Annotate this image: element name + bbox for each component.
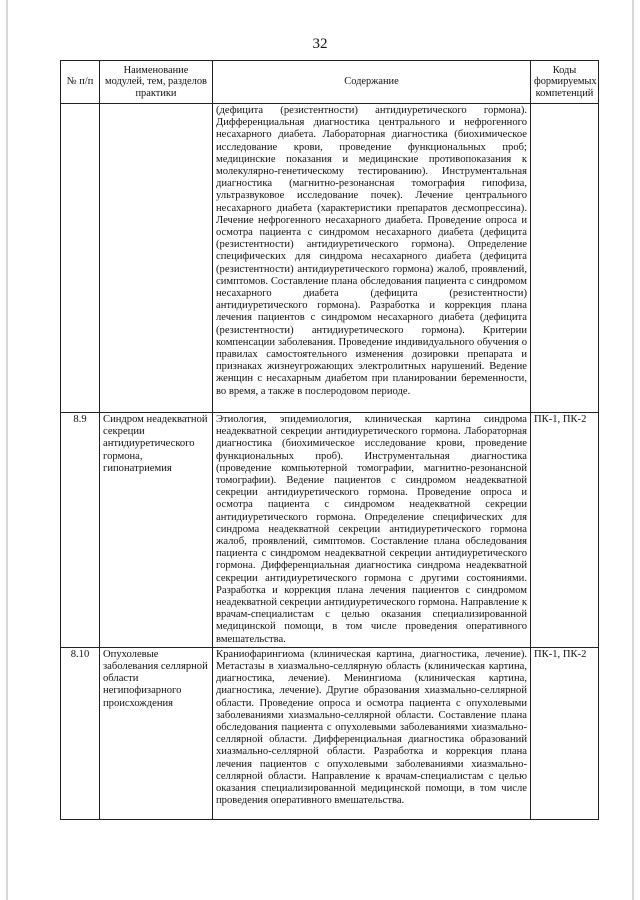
cell-num: 8.9 [61, 413, 100, 648]
scan-edge-left [6, 0, 8, 900]
header-codes: Коды формируемых компетенций [531, 61, 599, 104]
table-row [61, 104, 599, 413]
cell-num [61, 104, 100, 413]
header-content: Содержание [213, 61, 531, 104]
cell-codes: ПК-1, ПК-2 [531, 647, 599, 819]
cell-name [100, 104, 213, 413]
cell-num: 8.10 [61, 647, 100, 819]
table-row [61, 413, 599, 648]
curriculum-table [60, 60, 599, 820]
cell-codes: ПК-1, ПК-2 [531, 413, 599, 648]
cell-content: Этиология, эпидемиология, клиническая картина синдрома неадекватной секреции антидиуретического гормона. Лабораторная диагностика (биохимическое исследование крови, проведение функциональных проб). Инструментальная диагностика (проведение компьютерной томографии, магнитно-резонансной томографии). Ведение пациентов с синдромом неадекватной секреции антидиуретического гормона. Проведение опроса и осмотра пациента с синдромом неадекватной секреции антидиуретического гормона. Определение специфических для синдрома неадекватной секреции антидиуретического гормона жалоб, проявлений, симптомов. Составление плана обследования пациента с синдромом неадекватной секреции антидиуретического гормона. Дифференциальная диагностика синдрома неадекватной секреции антидиуретического гормона с другими состояниями. Разработка и коррекция плана лечения пациентов с синдромом неадекватной секреции антидиуретического гормона. Направление к врачам-специалистам с целью оказания специализированной медицинской помощи, в том числе проведения оперативного вмешательства. [213, 413, 531, 648]
cell-name: Опухолевые заболевания селлярной области негипофизарного происхождения [100, 647, 213, 819]
cell-content: (дефицита (резистентности) антидиуретического гормона). Дифференциальная диагностика центрального и нефрогенного несахарного диабета. Лабораторная диагностика (биохимическое исследование крови, проведение функциональных проб; медицинские показания и медицинские противопоказания к молекулярно-генетическому тестированию). Инструментальная диагностика (магнитно-резонансная томография гипофиза, ультразвуковое исследование почек). Лечение центрального несахарного диабета (характеристики препаратов десмопрессина). Лечение нефрогенного несахарного диабета. Проведение опроса и осмотра пациента с синдромом несахарного диабета (дефицита (резистентности) антидиуретического гормона). Определение специфических для синдрома несахарного диабета (дефицита (резистентности) антидиуретического гормона) жалоб, проявлений, симптомов. Составление плана обследования пациента с синдромом несахарного диабета (дефицита (резистентности) антидиуретического гормона). Разработка и коррекция плана лечения пациентов с синдромом несахарного диабета (дефицита (резистентности) антидиуретического гормона). Критерии компенсации заболевания. Проведение индивидуального обучения о правилах самостоятельного изменения дозировки препарата и признаках жизнеугрожающих электролитных нарушений. Ведение женщин с несахарным диабетом при планировании беременности, во время, а также в послеродовом периоде. [213, 104, 531, 413]
cell-name: Синдром неадекватной секреции антидиуретического гормона, гипонатриемия [100, 413, 213, 648]
table-header-row [61, 61, 599, 104]
header-name: Наименование модулей, тем, разделов практики [100, 61, 213, 104]
table-row [61, 647, 599, 819]
page-number: 32 [312, 36, 328, 52]
cell-codes [531, 104, 599, 413]
scan-edge-right [632, 0, 634, 900]
header-num: № п/п [61, 61, 100, 104]
cell-content: Краниофарингиома (клиническая картина, диагностика, лечение). Метастазы в хиазмально-селлярную область (клиническая картина, диагностика, лечение). Менингиома (клиническая картина, диагностика, лечение). Другие образования хиазмально-селлярной области. Проведение опроса и осмотра пациента с опухолевыми заболеваниями хиазмально-селлярной области. Составление плана обследования пациента с опухолевыми заболеваниями хиазмально-селлярной области. Дифференциальная диагностика образований хиазмально-селлярной области. Разработка и коррекция плана лечения пациентов с опухолевыми заболеваниями хиазмально-селлярной области. Направление к врачам-специалистам с целью оказания специализированной медицинской помощи, в том числе проведения оперативного вмешательства. [213, 647, 531, 819]
